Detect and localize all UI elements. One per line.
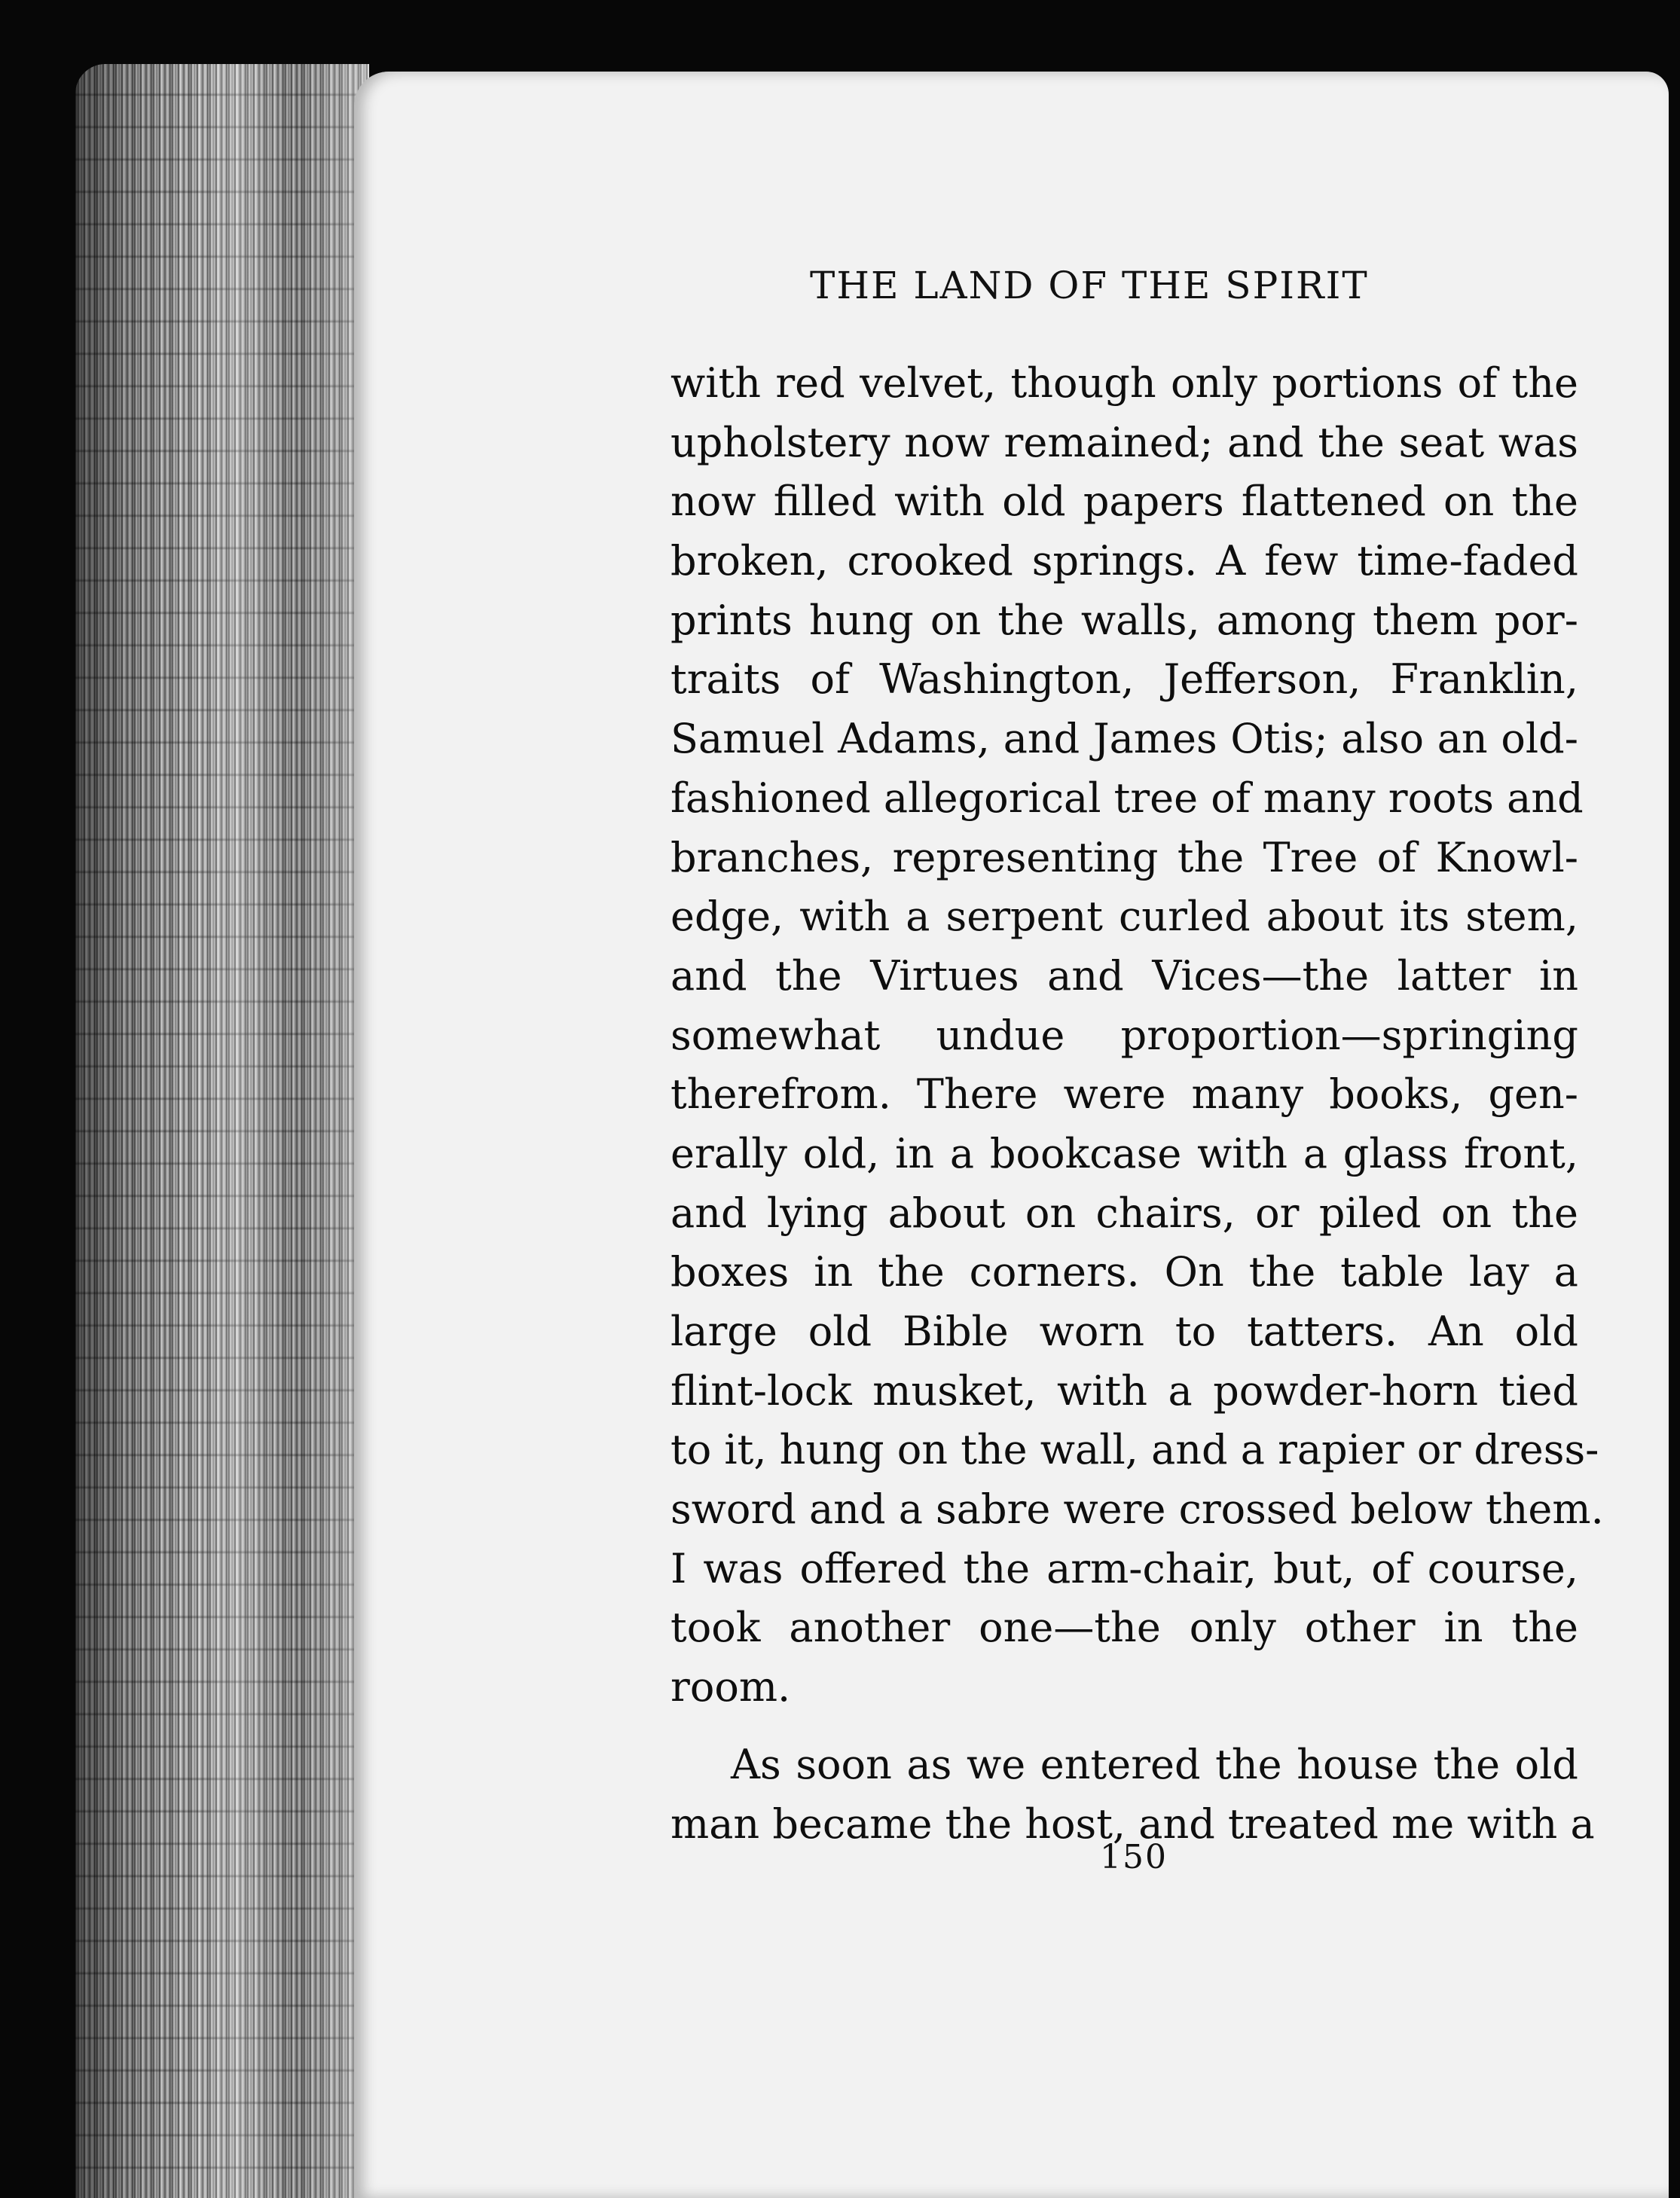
- text-line: prints hung on the walls, among them por-: [670, 596, 1578, 644]
- text-line: room.: [670, 1663, 791, 1711]
- text-line: traits of Washington, Jefferson, Franklin,: [670, 655, 1578, 704]
- text-line: Samuel Adams, and James Otis; also an old-: [670, 715, 1578, 763]
- text-line: and the Virtues and Vices—the latter in: [670, 951, 1578, 1000]
- text-line: fashioned allegorical tree of many roots and: [670, 774, 1584, 822]
- text-line: boxes in the corners. On the table lay a: [670, 1248, 1578, 1296]
- body-text: [670, 354, 1604, 1854]
- text-line: and lying about on chairs, or piled on the: [670, 1189, 1578, 1237]
- text-line: therefrom. There were many books, gen-: [670, 1070, 1578, 1119]
- text-line: sword and a sabre were crossed below them.: [670, 1485, 1604, 1534]
- text-line: now filled with old papers flattened on the: [670, 478, 1578, 526]
- text-line: erally old, in a bookcase with a glass front,: [670, 1129, 1578, 1177]
- text-line: large old Bible worn to tatters. An old: [670, 1308, 1578, 1355]
- text-line: As soon as we entered the house the old: [731, 1740, 1578, 1788]
- text-line: to it, hung on the wall, and a rapier or dress-: [670, 1426, 1599, 1474]
- text-line: I was offered the arm-chair, but, of course,: [670, 1544, 1578, 1592]
- text-line: broken, crooked springs. A few time-faded: [670, 537, 1578, 585]
- text-line: branches, representing the Tree of Knowl-: [670, 833, 1578, 881]
- text-line: flint-lock musket, with a powder-horn tied: [670, 1366, 1578, 1415]
- text-line: somewhat undue proportion—springing: [670, 1011, 1578, 1059]
- text-line: upholstery now remained; and the seat was: [670, 418, 1578, 466]
- text-line: man became the host, and treated me with a: [670, 1800, 1595, 1848]
- book-page-edges: [75, 64, 369, 2198]
- running-head: THE LAND OF THE SPIRIT: [810, 264, 1369, 307]
- paragraph-1: [670, 354, 1604, 1717]
- text-line: took another one—the only other in the: [670, 1604, 1578, 1652]
- page-number: 150: [1100, 1838, 1168, 1876]
- paragraph-2: [670, 1736, 1595, 1854]
- text-line: edge, with a serpent curled about its stem,: [670, 893, 1578, 941]
- text-line: with red velvet, though only portions of the: [670, 359, 1578, 407]
